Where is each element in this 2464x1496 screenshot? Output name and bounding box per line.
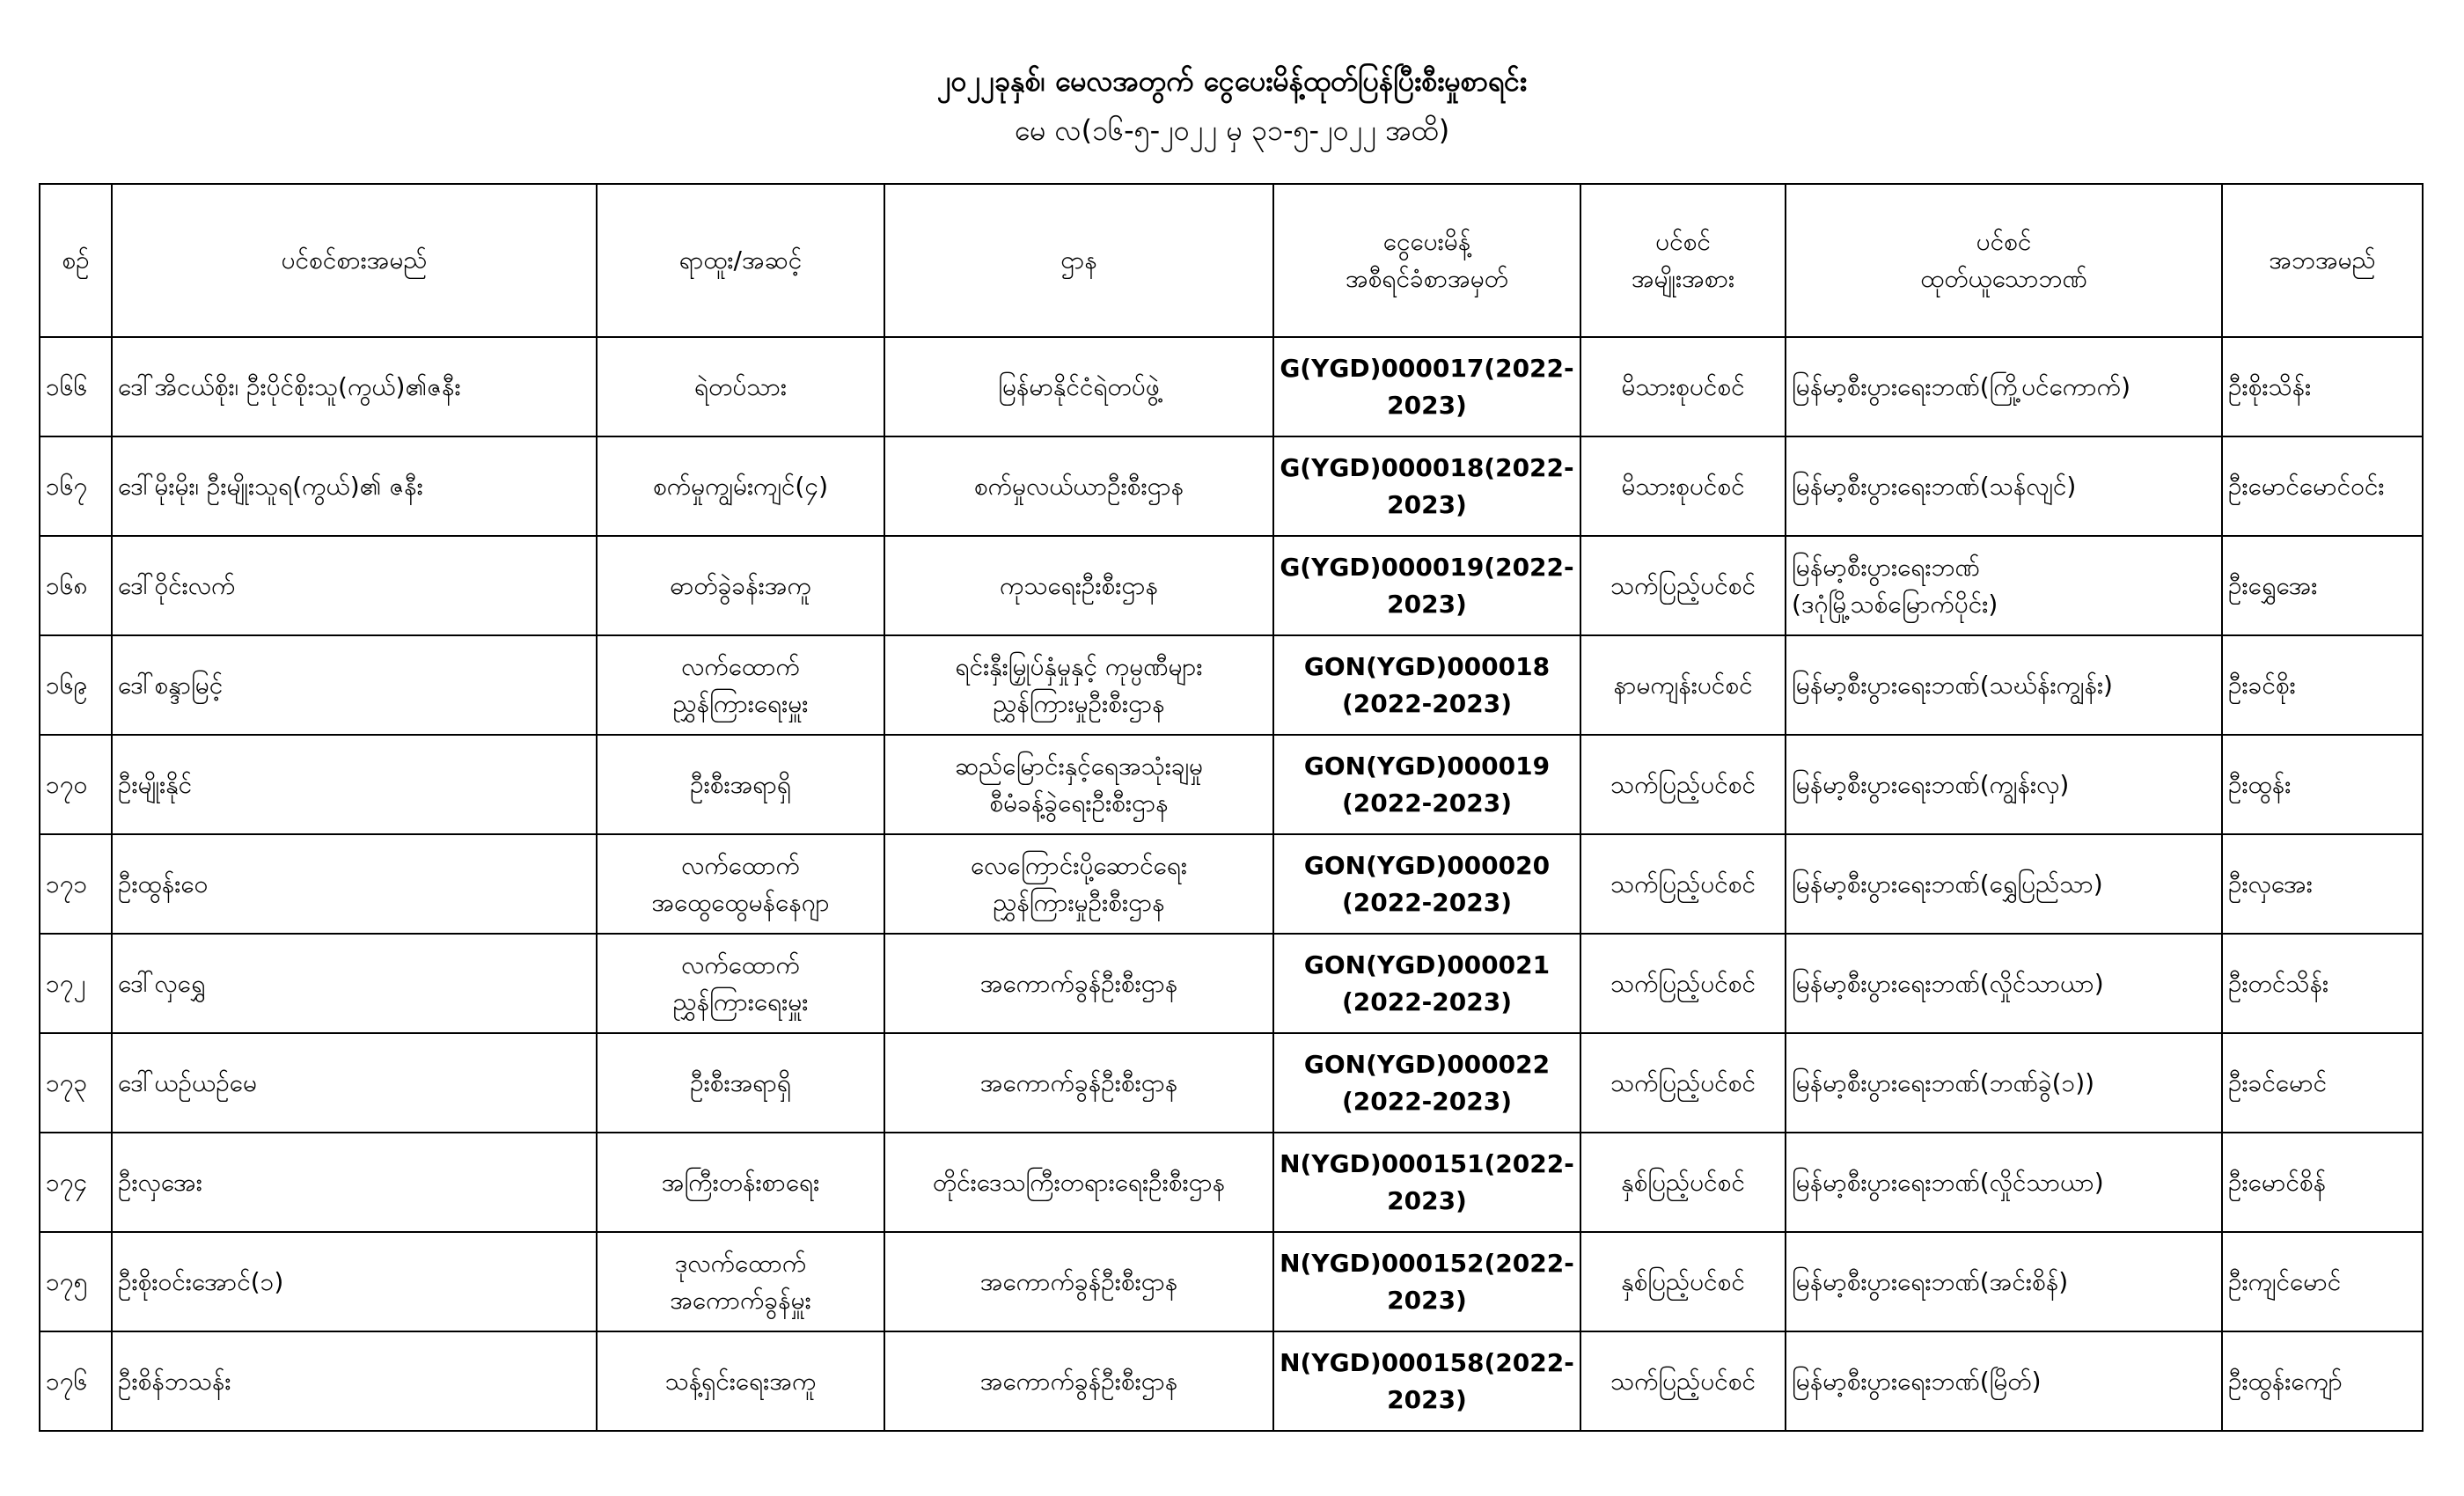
cell-bank-line1: မြန်မာ့စီးပွားရေးဘဏ်(ကျွန်းလှ)	[1792, 769, 2070, 799]
cell-bank-line1: မြန်မာ့စီးပွားရေးဘဏ်(မြိတ်)	[1792, 1366, 2042, 1396]
cell-dept-line1: အကောက်ခွန်ဦးစီးဌာန	[979, 968, 1178, 998]
cell-type-line1: နှစ်ပြည့်ပင်စင်	[1621, 1167, 1745, 1197]
cell-type-line1: မိသားစုပင်စင်	[1621, 371, 1745, 401]
cell-dept-line2: ညွှန်ကြားမှုဦးစီးဌာန	[993, 887, 1165, 917]
cell-rank	[597, 1232, 884, 1331]
cell-officer-line1: ဦးထွန်းကျော်	[2228, 1366, 2343, 1396]
cell-dept-line1: ကုသရေးဦးစီးဌာန	[1000, 570, 1158, 600]
cell-dept	[884, 735, 1273, 834]
cell-reg	[1273, 834, 1580, 934]
cell-no-line1: ၁၇၂	[46, 968, 86, 998]
cell-officer	[2222, 436, 2423, 536]
cell-bank	[1786, 1133, 2222, 1232]
cell-reg	[1273, 735, 1580, 834]
cell-officer-line1: ဦးကျင်မောင်	[2228, 1266, 2342, 1296]
cell-reg-line2: (2022-2023)	[1341, 887, 1513, 917]
table-row	[40, 1331, 2423, 1431]
cell-officer-line1: ဦးတင်သိန်း	[2228, 968, 2329, 998]
date-range-subtitle: မေ လ(၁၆-၅-၂၀၂၂ မှ ၃၁-၅-၂၀၂၂ အထိ)	[1014, 114, 1450, 147]
header-reg-line2: အစီရင်ခံစာအမှတ်	[1345, 264, 1509, 293]
cell-name	[112, 337, 597, 436]
cell-name	[112, 934, 597, 1033]
cell-type	[1580, 934, 1786, 1033]
cell-officer-line1: ဦးမောင်စိန်	[2228, 1167, 2327, 1197]
cell-officer-line1: ဦးခင်မောင်	[2228, 1067, 2328, 1097]
cell-reg-line1: GON(YGD)000019	[1303, 751, 1551, 781]
cell-bank	[1786, 1232, 2222, 1331]
cell-reg-line1: GON(YGD)000020	[1303, 850, 1551, 880]
table-row	[40, 735, 2423, 834]
header-row	[40, 184, 2423, 337]
table-row	[40, 436, 2423, 536]
cell-reg-line2: (2022-2023)	[1341, 986, 1513, 1016]
cell-officer	[2222, 934, 2423, 1033]
cell-dept	[884, 1033, 1273, 1133]
cell-bank-line2: (ဒဂုံမြို့သစ်မြောက်ပိုင်း)	[1792, 589, 1998, 619]
cell-rank	[597, 1033, 884, 1133]
cell-officer	[2222, 337, 2423, 436]
cell-rank-line2: အထွေထွေမန်နေဂျာ	[651, 887, 830, 917]
cell-reg-line1: GON(YGD)000022	[1303, 1049, 1551, 1079]
cell-rank	[597, 934, 884, 1033]
cell-name	[112, 1331, 597, 1431]
cell-no-line1: ၁၇၅	[46, 1266, 88, 1296]
cell-rank-line1: ဦးစီးအရာရှိ	[690, 1067, 791, 1097]
header-type	[1580, 184, 1786, 337]
cell-no	[40, 934, 112, 1033]
cell-name-line1: ဒေါ်မိုးမိုး၊ ဦးမျိုးသူရ(ကွယ်)၏ ဇနီး	[118, 471, 423, 501]
cell-reg	[1273, 934, 1580, 1033]
table-row	[40, 934, 2423, 1033]
cell-dept	[884, 436, 1273, 536]
cell-name	[112, 635, 597, 735]
cell-no	[40, 1331, 112, 1431]
cell-dept	[884, 337, 1273, 436]
cell-bank	[1786, 1033, 2222, 1133]
cell-rank-line1: လက်ထောက်	[681, 651, 800, 681]
cell-no-line1: ၁၆၆	[46, 371, 88, 401]
cell-name-line1: ဒေါ်လှရွှေ	[118, 968, 206, 998]
cell-no-line1: ၁၆၇	[46, 471, 88, 501]
cell-officer	[2222, 735, 2423, 834]
cell-reg	[1273, 1232, 1580, 1331]
cell-reg-line2: (2022-2023)	[1341, 788, 1513, 818]
cell-officer	[2222, 536, 2423, 635]
cell-type-line1: မိသားစုပင်စင်	[1621, 471, 1745, 501]
cell-rank-line1: အကြီးတန်းစာရေး	[661, 1167, 820, 1197]
cell-dept-line1: တိုင်းဒေသကြီးတရားရေးဦးစီးဌာန	[932, 1167, 1226, 1197]
cell-dept-line1: ရင်းနှီးမြှုပ်နှံမှုနှင့် ကုမ္ပဏီများ	[955, 651, 1203, 681]
cell-dept	[884, 1133, 1273, 1232]
cell-bank-line1: မြန်မာ့စီးပွားရေးဘဏ်(လှိုင်သာယာ)	[1792, 1167, 2104, 1197]
cell-reg	[1273, 1033, 1580, 1133]
header-reg	[1273, 184, 1580, 337]
cell-rank-line1: ဦးစီးအရာရှိ	[690, 769, 791, 799]
cell-bank-line1: မြန်မာ့စီးပွားရေးဘဏ်(ကြို့ပင်ကောက်)	[1792, 371, 2130, 401]
cell-type	[1580, 536, 1786, 635]
header-rank: ရာထူး/အဆင့်	[597, 184, 884, 337]
cell-no-line1: ၁၇၃	[46, 1067, 88, 1097]
cell-name	[112, 536, 597, 635]
cell-name	[112, 1232, 597, 1331]
cell-reg-line1: G(YGD)000017(2022-2023)	[1280, 353, 1574, 420]
cell-reg-line1: GON(YGD)000018	[1303, 651, 1551, 681]
cell-dept-line1: အကောက်ခွန်ဦးစီးဌာန	[979, 1266, 1178, 1296]
cell-dept	[884, 1331, 1273, 1431]
cell-no	[40, 834, 112, 934]
header-name: ပင်စင်စားအမည်	[112, 184, 597, 337]
cell-no-line1: ၁၆၈	[46, 570, 88, 600]
cell-type	[1580, 834, 1786, 934]
cell-reg	[1273, 635, 1580, 735]
cell-reg-line1: GON(YGD)000021	[1303, 950, 1551, 979]
cell-dept-line1: စက်မှုလယ်ယာဦးစီးဌာန	[973, 471, 1184, 501]
cell-rank-line1: ဓာတ်ခွဲခန်းအကူ	[670, 570, 811, 600]
cell-bank-line1: မြန်မာ့စီးပွားရေးဘဏ်(သန်လျင်)	[1792, 471, 2077, 501]
cell-officer-line1: ဦးခင်စိုး	[2228, 670, 2296, 700]
cell-reg-line1: G(YGD)000018(2022-2023)	[1280, 452, 1574, 519]
cell-officer	[2222, 1232, 2423, 1331]
cell-dept	[884, 536, 1273, 635]
cell-bank-line1: မြန်မာ့စီးပွားရေးဘဏ်(အင်းစိန်)	[1792, 1266, 2069, 1296]
cell-reg-line1: N(YGD)000152(2022-2023)	[1280, 1248, 1574, 1315]
cell-name-line1: ဒေါ်ယဉ်ယဉ်မေ	[118, 1067, 257, 1097]
cell-officer	[2222, 635, 2423, 735]
cell-type	[1580, 1033, 1786, 1133]
cell-reg	[1273, 337, 1580, 436]
cell-no	[40, 1133, 112, 1232]
cell-bank-line1: မြန်မာ့စီးပွားရေးဘဏ်(ဘဏ်ခွဲ(၁))	[1792, 1067, 2095, 1097]
cell-rank	[597, 337, 884, 436]
header-bank-line1: ပင်စင်	[1976, 227, 2032, 256]
cell-officer-line1: ဦးစိုးသိန်း	[2228, 371, 2312, 401]
cell-officer	[2222, 1133, 2423, 1232]
cell-bank	[1786, 834, 2222, 934]
cell-rank	[597, 1133, 884, 1232]
cell-dept	[884, 635, 1273, 735]
cell-dept	[884, 934, 1273, 1033]
cell-type-line1: သက်ပြည့်ပင်စင်	[1610, 570, 1756, 600]
cell-bank	[1786, 1331, 2222, 1431]
header-type-line1: ပင်စင်	[1655, 227, 1711, 256]
cell-rank-line2: ညွှန်ကြားရေးမှူး	[672, 986, 809, 1016]
cell-type	[1580, 1232, 1786, 1331]
cell-dept-line2: ညွှန်ကြားမှုဦးစီးဌာန	[993, 688, 1165, 718]
cell-no-line1: ၁၇၀	[46, 769, 88, 799]
pension-table	[39, 183, 2424, 1432]
cell-officer	[2222, 834, 2423, 934]
cell-dept-line1: လေကြောင်းပို့ဆောင်ရေး	[970, 850, 1188, 880]
cell-rank	[597, 635, 884, 735]
cell-rank	[597, 1331, 884, 1431]
cell-type-line1: သက်ပြည့်ပင်စင်	[1610, 869, 1756, 898]
cell-name	[112, 1133, 597, 1232]
header-type-line2: အမျိုးအစား	[1631, 264, 1735, 293]
document-title: ၂၀၂၂ခုနှစ်၊ မေလအတွက် ငွေပေးမိန့်ထုတ်ပြန်ပြီးစီးမှုစာရင်း	[936, 64, 1528, 98]
cell-reg	[1273, 536, 1580, 635]
cell-type	[1580, 436, 1786, 536]
table-row	[40, 834, 2423, 934]
cell-type	[1580, 1133, 1786, 1232]
cell-bank-line1: မြန်မာ့စီးပွားရေးဘဏ်	[1792, 552, 1980, 582]
cell-name	[112, 735, 597, 834]
cell-name-line1: ဦးမျိုးနိုင်	[118, 769, 193, 799]
cell-dept-line1: ဆည်မြောင်းနှင့်ရေအသုံးချမှု	[954, 751, 1204, 781]
cell-reg	[1273, 436, 1580, 536]
table-row	[40, 536, 2423, 635]
header-no: စဉ်	[40, 184, 112, 337]
cell-bank-line1: မြန်မာ့စီးပွားရေးဘဏ်(လှိုင်သာယာ)	[1792, 968, 2104, 998]
cell-reg-line1: N(YGD)000158(2022-2023)	[1280, 1347, 1574, 1414]
cell-rank	[597, 735, 884, 834]
cell-no-line1: ၁၇၄	[46, 1167, 88, 1197]
cell-reg-line1: N(YGD)000151(2022-2023)	[1280, 1148, 1574, 1215]
cell-rank-line1: ရဲတပ်သား	[694, 371, 787, 401]
cell-reg	[1273, 1133, 1580, 1232]
table-row	[40, 337, 2423, 436]
cell-reg-line2: (2022-2023)	[1341, 688, 1513, 718]
cell-dept	[884, 834, 1273, 934]
cell-dept	[884, 1232, 1273, 1331]
table-row	[40, 1232, 2423, 1331]
cell-bank-line1: မြန်မာ့စီးပွားရေးဘဏ်(သဃ်န်းကျွန်း)	[1792, 670, 2113, 700]
cell-rank	[597, 834, 884, 934]
cell-name-line1: ဦးစိုးဝင်းအောင်(၁)	[118, 1266, 284, 1296]
cell-officer	[2222, 1033, 2423, 1133]
cell-no	[40, 635, 112, 735]
cell-no	[40, 735, 112, 834]
cell-type-line1: သက်ပြည့်ပင်စင်	[1610, 968, 1756, 998]
header-dept: ဌာန	[884, 184, 1273, 337]
cell-name	[112, 834, 597, 934]
header-bank	[1786, 184, 2222, 337]
cell-officer	[2222, 1331, 2423, 1431]
cell-dept-line1: အကောက်ခွန်ဦးစီးဌာန	[979, 1366, 1178, 1396]
cell-no	[40, 536, 112, 635]
cell-name-line1: ဦးလှအေး	[118, 1167, 202, 1197]
cell-rank-line2: အကောက်ခွန်မှူး	[670, 1285, 811, 1315]
cell-type	[1580, 337, 1786, 436]
cell-rank-line1: သန့်ရှင်းရေးအကူ	[664, 1366, 817, 1396]
cell-name-line1: ဒေါ်ဝိုင်းလက်	[118, 570, 236, 600]
table-row	[40, 1133, 2423, 1232]
cell-dept-line2: စီမံခန့်ခွဲရေးဦးစီးဌာန	[989, 788, 1169, 818]
cell-no-line1: ၁၇၆	[46, 1366, 88, 1396]
cell-rank-line1: စက်မှုကျွမ်းကျင်(၄)	[652, 471, 829, 501]
cell-name-line1: ဦးစိန်ဘသန်း	[118, 1366, 231, 1396]
cell-name-line1: ဦးထွန်းဝေ	[118, 869, 209, 898]
cell-type-line1: သက်ပြည့်ပင်စင်	[1610, 1067, 1756, 1097]
cell-no	[40, 1232, 112, 1331]
cell-rank	[597, 536, 884, 635]
cell-rank-line1: လက်ထောက်	[681, 950, 800, 979]
cell-dept-line1: မြန်မာနိုင်ငံရဲတပ်ဖွဲ့	[998, 371, 1160, 401]
cell-bank	[1786, 337, 2222, 436]
cell-officer-line1: ဦးထွန်း	[2228, 769, 2292, 799]
header-bank-line2: ထုတ်ယူသောဘဏ်	[1920, 264, 2087, 293]
cell-bank	[1786, 436, 2222, 536]
cell-reg-line1: G(YGD)000019(2022-2023)	[1280, 552, 1574, 619]
cell-type-line1: သက်ပြည့်ပင်စင်	[1610, 769, 1756, 799]
cell-bank	[1786, 536, 2222, 635]
cell-bank	[1786, 735, 2222, 834]
cell-officer-line1: ဦးရွှေအေး	[2228, 570, 2318, 600]
cell-officer-line1: ဦးမောင်မောင်ဝင်း	[2228, 471, 2385, 501]
cell-name-line1: ဒေါ်အိငယ်စိုး၊ ဦးပိုင်စိုးသူ(ကွယ်)၏ဇနီး	[118, 371, 461, 401]
cell-no	[40, 436, 112, 536]
cell-name	[112, 1033, 597, 1133]
cell-type-line1: နှစ်ပြည့်ပင်စင်	[1621, 1266, 1745, 1296]
cell-rank-line2: ညွှန်ကြားရေးမှူး	[672, 688, 809, 718]
cell-bank-line1: မြန်မာ့စီးပွားရေးဘဏ်(ရွှေပြည်သာ)	[1792, 869, 2103, 898]
table-row	[40, 635, 2423, 735]
cell-no	[40, 1033, 112, 1133]
cell-name	[112, 436, 597, 536]
header-officer: အဘအမည်	[2222, 184, 2423, 337]
cell-bank	[1786, 934, 2222, 1033]
cell-bank	[1786, 635, 2222, 735]
cell-reg	[1273, 1331, 1580, 1431]
cell-type	[1580, 1331, 1786, 1431]
cell-reg-line2: (2022-2023)	[1341, 1086, 1513, 1116]
cell-no-line1: ၁၇၁	[46, 869, 88, 898]
cell-type	[1580, 635, 1786, 735]
cell-no	[40, 337, 112, 436]
cell-type-line1: သက်ပြည့်ပင်စင်	[1610, 1366, 1756, 1396]
cell-rank	[597, 436, 884, 536]
cell-dept-line1: အကောက်ခွန်ဦးစီးဌာန	[979, 1067, 1178, 1097]
cell-rank-line1: ဒုလက်ထောက်	[674, 1248, 807, 1278]
cell-no-line1: ၁၆၉	[46, 670, 88, 700]
cell-officer-line1: ဦးလှအေး	[2228, 869, 2313, 898]
cell-rank-line1: လက်ထောက်	[681, 850, 800, 880]
cell-type-line1: နာမကျန်းပင်စင်	[1613, 670, 1753, 700]
cell-name-line1: ဒေါ်စန္ဒာမြင့်	[118, 670, 224, 700]
header-reg-line1: ငွေပေးမိန့်	[1382, 227, 1471, 256]
cell-type	[1580, 735, 1786, 834]
table-row	[40, 1033, 2423, 1133]
